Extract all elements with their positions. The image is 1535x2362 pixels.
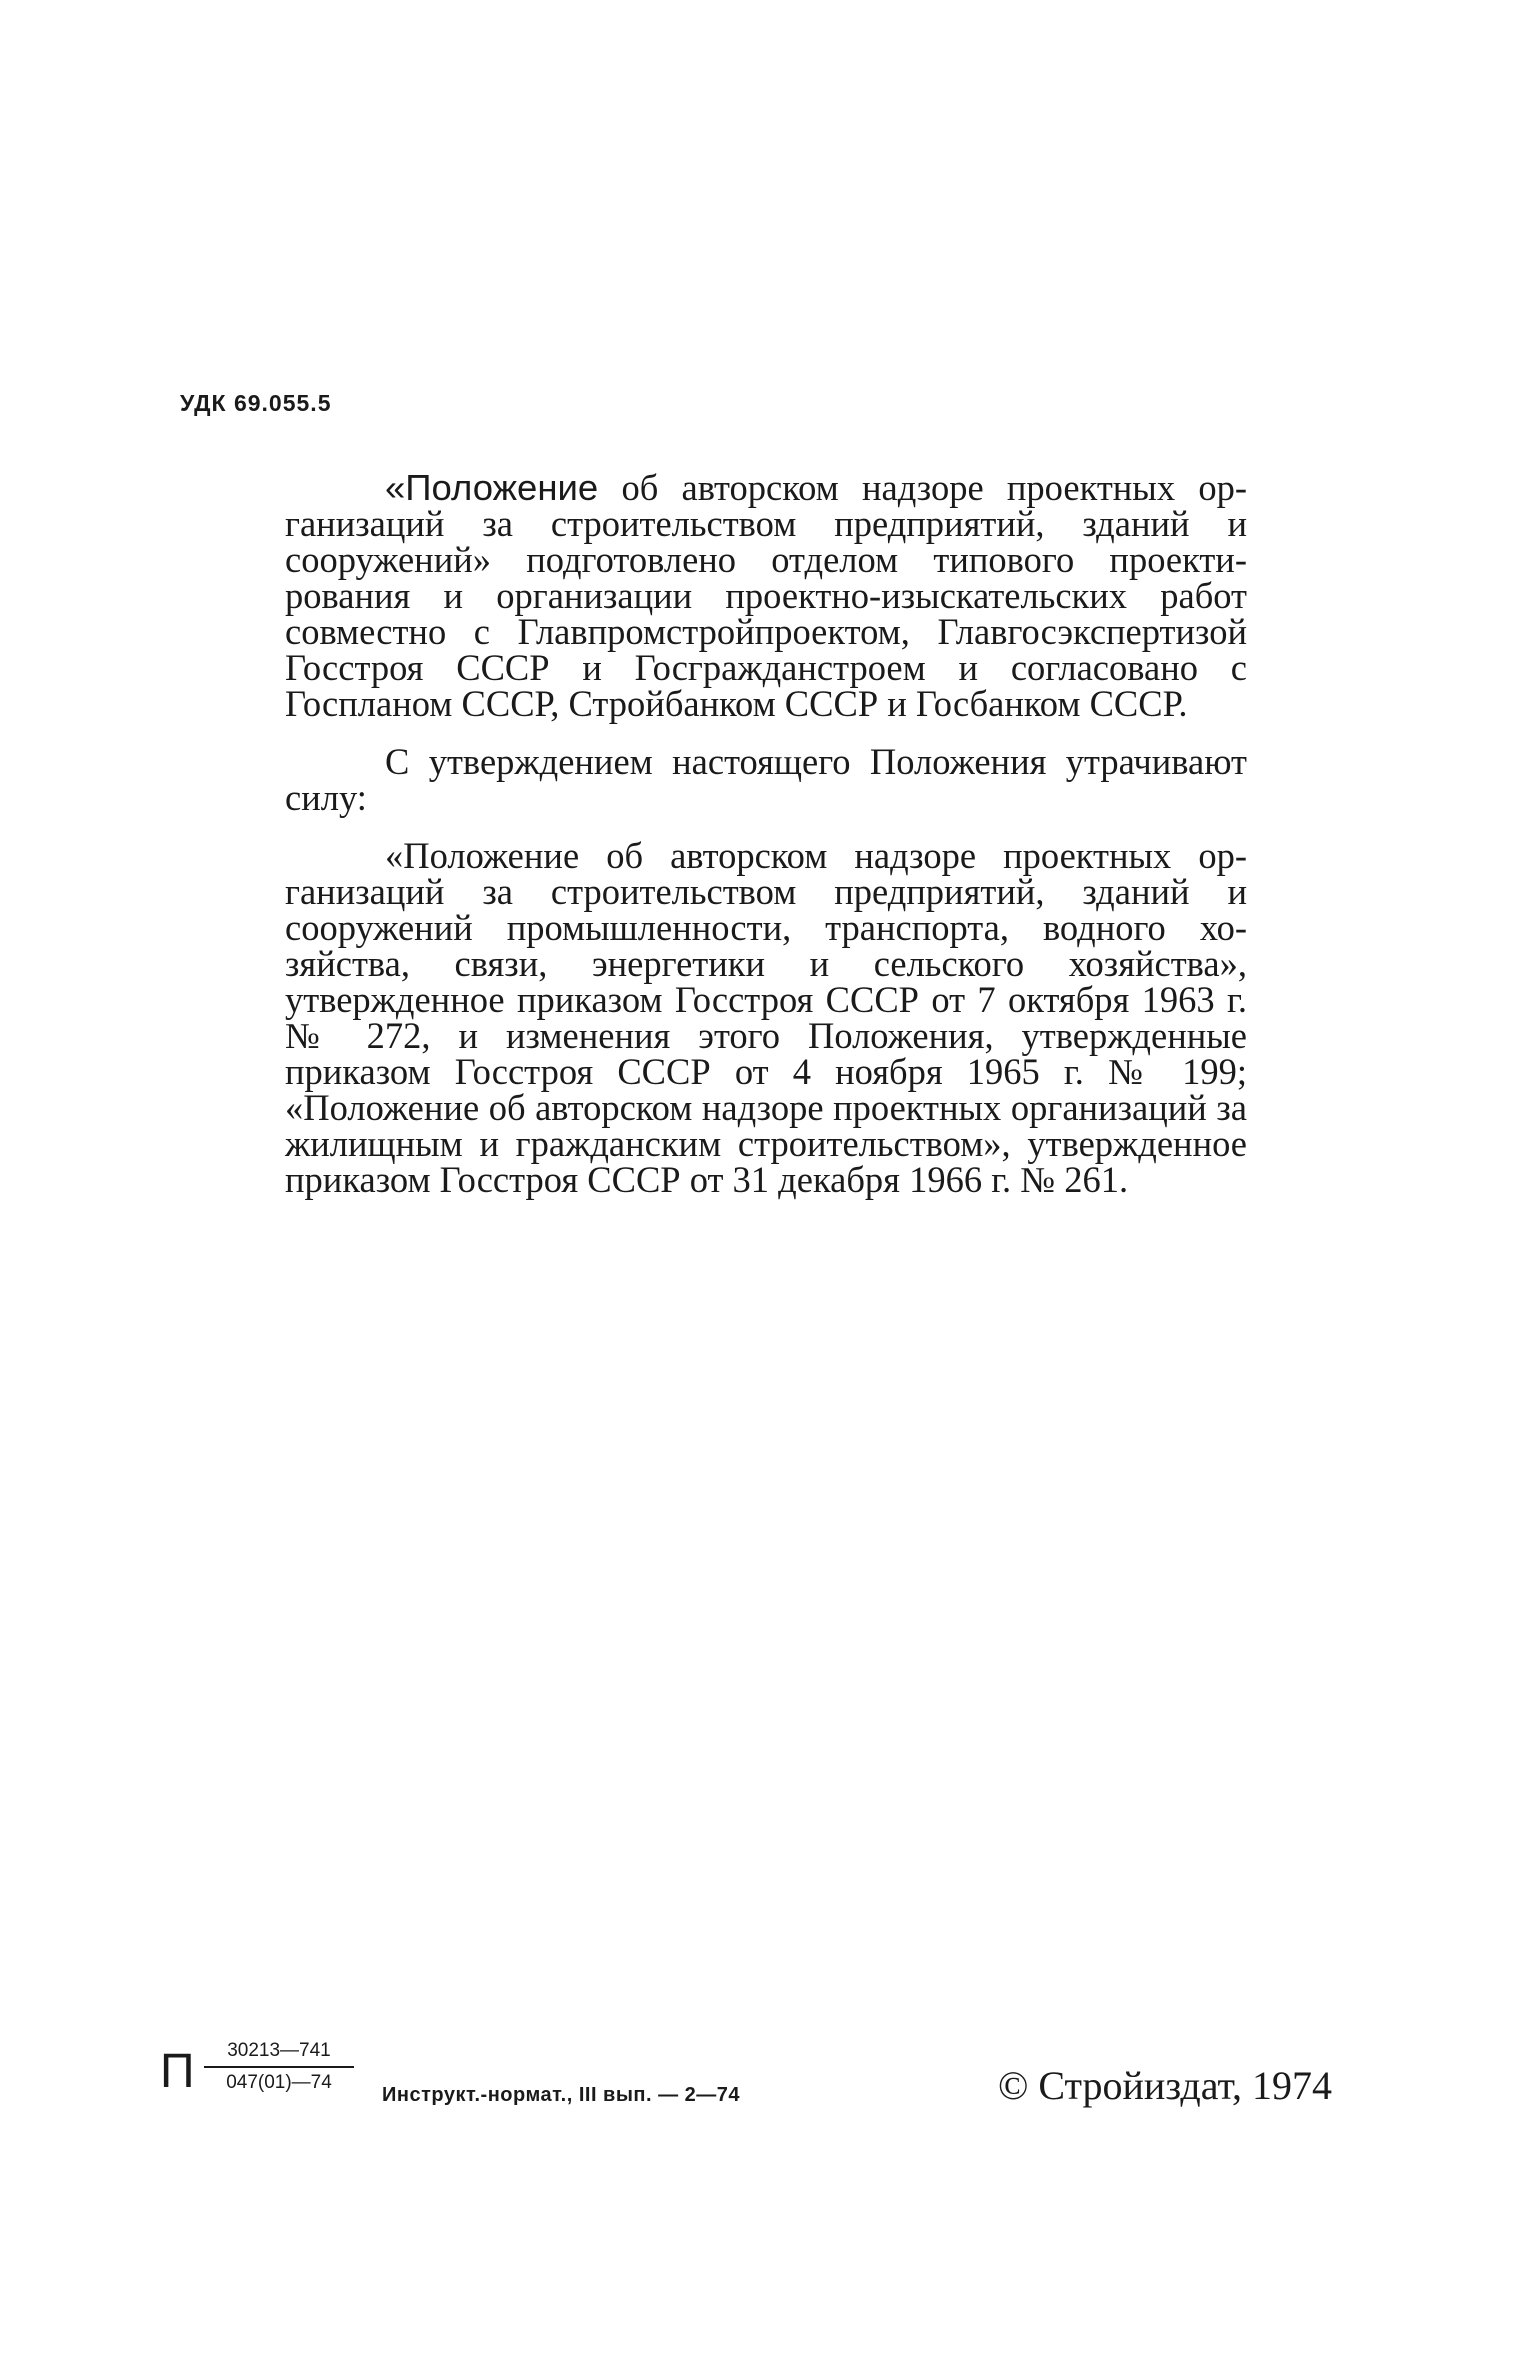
paragraph-lead-word: «Положение <box>385 467 599 508</box>
document-body <box>285 467 1247 1220</box>
imprint-instruction: Инструкт.-нормат., III вып. — 2—74 <box>382 2084 741 2106</box>
paragraph-superseded-list: «Положение об авторском надзоре проектных организаций за строительством предприятий, зданий и сооружений промышленности, транспорта, водного хозяйства, связи, энергетики и сельского хозяйства», утвержденное приказом Госстроя СССР от 7 октября 1963 г. № 272, и изменения этого Положения, утвержденные приказом Госстроя СССР от 4 ноября 1965 г. № 199; «Положение об авторском надзоре проектных организаций за жилищным и гражданским строительством», утвержденное приказом Госстроя СССР от 31 декабря 1966 г. № 261. <box>285 835 1247 1200</box>
publication-imprint <box>160 2040 1350 2130</box>
paragraph-preparation-note <box>285 467 1247 724</box>
imprint-code-numerator: 30213—741 <box>204 2040 354 2068</box>
paragraph-text: об авторском надзоре проектных организаций за строительством предприятий, зданий и сооружений» подготовлено отделом типового проектирования и организации проектно-изыскательских работ совместно с Главпромстройпроектом, Главгосэкспертизой Госстроя СССР и Госгражданстроем и согласовано с Госпланом СССР, Стройбанком СССР и Госбанком СССР. <box>285 467 1247 724</box>
copyright-notice: © Стройиздат, 1974 <box>998 2063 1332 2108</box>
imprint-letter: П <box>160 2045 195 2098</box>
imprint-code-fraction <box>204 2040 354 2094</box>
imprint-code-denominator: 047(01)—74 <box>226 2072 332 2093</box>
paragraph-superseded-intro: С утверждением настоящего Положения утрачивают силу: <box>285 741 1247 818</box>
udk-code: УДК 69.055.5 <box>180 390 332 416</box>
